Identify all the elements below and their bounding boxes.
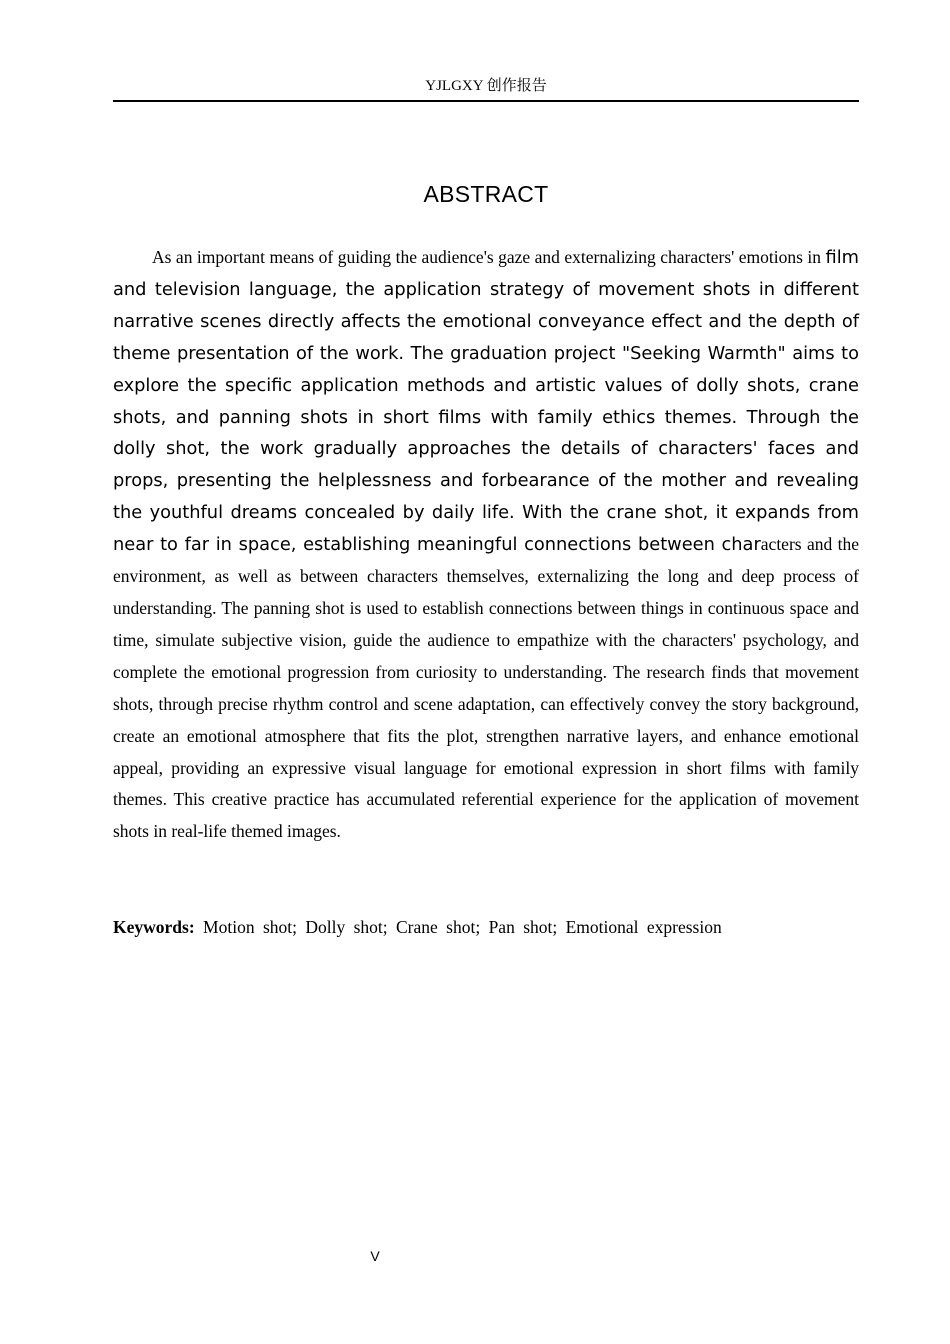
keywords-text: Motion shot; Dolly shot; Crane shot; Pan shot; Emotional expression (194, 917, 722, 937)
abstract-paragraph (113, 242, 859, 848)
page-number: V (370, 1248, 380, 1264)
keywords-line (113, 912, 859, 944)
abstract-text-sans-run: film and television language, the application strategy of movement shots in different narrative scenes directly affects the emotional conveyance effect and the depth of theme presentation of the work. The graduation project "Seeking Warmth" aims to explore the specific application methods and artistic values of dolly shots, crane shots, and panning shots in short films with family ethics themes. Through the dolly shot, the work gradually approaches the details of characters' faces and props, presenting the helplessness and forbearance of the mother and revealing the youthful dreams concealed by daily life. With the crane shot, it expands from near to far in space, establishing meaningful connections between char (113, 247, 859, 556)
running-header-title: YJLGXY 创作报告 (425, 78, 547, 94)
keywords-label: Keywords: (113, 917, 195, 937)
abstract-text-serif-end: acters and the environment, as well as between characters themselves, externalizing the long and deep process of understanding. The panning shot is used to establish connections between things in continuous space and time, simulate subjective vision, guide the audience to empathize with the characters' psychology, and complete the emotional progression from curiosity to understanding. The research finds that movement shots, through precise rhythm control and scene adaptation, can effectively convey the story background, create an emotional atmosphere that fits the plot, strengthen narrative layers, and enhance emotional appeal, providing an expressive visual language for emotional expression in short films with family themes. This creative practice has accumulated referential experience for the application of movement shots in real-life themed images. (113, 534, 860, 842)
abstract-text-serif-start: As an important means of guiding the audience's gaze and externalizing characters' emotions in (152, 247, 826, 267)
header-divider (113, 100, 859, 102)
abstract-heading: ABSTRACT (423, 181, 549, 207)
